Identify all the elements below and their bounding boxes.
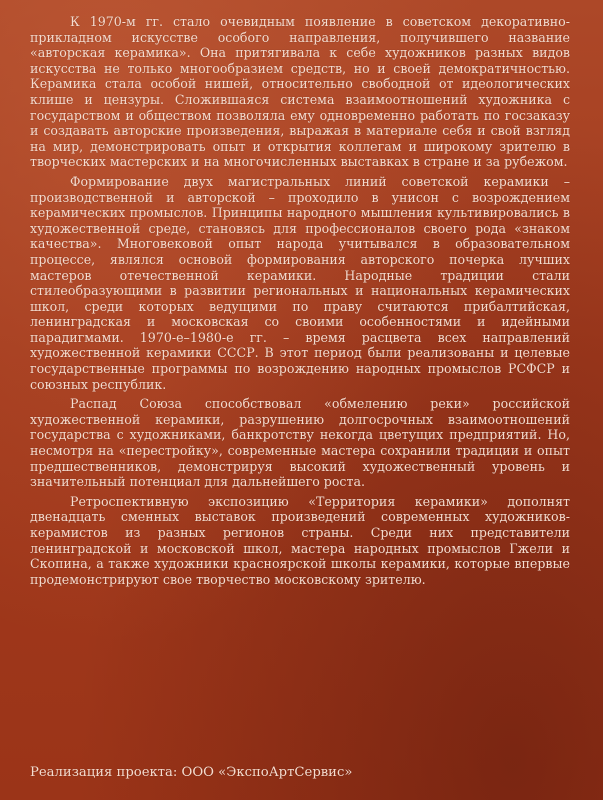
project-credit: Реализация проекта: ООО «ЭкспоАртСервис» [30, 765, 353, 780]
paragraph-intro: К 1970-м гг. стало очевидным появление в советском декоративно-прикладном искусстве особого направления, получившего название «авторская керамика». Она притягивала к себе художников разных видов искусства не только многообразием средств, но и своей демократичностью. Керамика стала особой нишей, относительно свободной от идеологических клише и цензуры. Сложившаяся система взаимоотношений художника с государством и обществом позволяла ему одновременно работать по госзаказу и создавать авторские произведения, выражая в материале себя и свой взгляд на мир, демонстрировать опыт и открытия коллегам и широкому зрителю в творческих мастерских и на многочисленных выставках в стране и за рубежом. [30, 14, 570, 170]
exhibition-text [30, 14, 570, 591]
paragraph-retrospective: Ретроспективную экспозицию «Территория керамики» дополнят двенадцать сменных выставок произведений современных художников-керамистов из разных регионов страны. Среди них представители ленинградской и московской школ, мастера народных промыслов Гжели и Скопина, а также художники красноярской школы керамики, которые впервые продемонстрируют свое творчество московскому зрителю. [30, 493, 570, 587]
paragraph-formation: Формирование двух магистральных линий советской керамики – производственной и авторской – проходило в унисон с возрождением керамических промыслов. Принципы народного мышления культивировались в художественной среде, становясь для профессионалов своего рода «знаком качества». Многовековой опыт народа учитывался в образовательном процессе, являлся основой формирования авторского почерка лучших мастеров отечественной керамики. Народные традиции стали стилеобразующими в развитии региональных и национальных керамических школ, среди которых ведущими по праву считаются прибалтийская, ленинградская и московская со своими особенностями и идейными парадигмами. 1970-е–1980-е гг. – время расцвета всех направлений художественной керамики СССР. В этот период были реализованы и целевые государственные программы по возрождению народных промыслов РСФСР и союзных республик. [30, 173, 570, 392]
paragraph-collapse: Распад Союза способствовал «обмелению реки» российской художественной керамики, разрушению долгосрочных взаимоотношений государства с художниками, банкротству некогда цветущих предприятий. Но, несмотря на «перестройку», современные мастера сохранили традиции и опыт предшественников, демонстрируя высокий художественный уровень и значительный потенциал для дальнейшего роста. [30, 396, 570, 490]
